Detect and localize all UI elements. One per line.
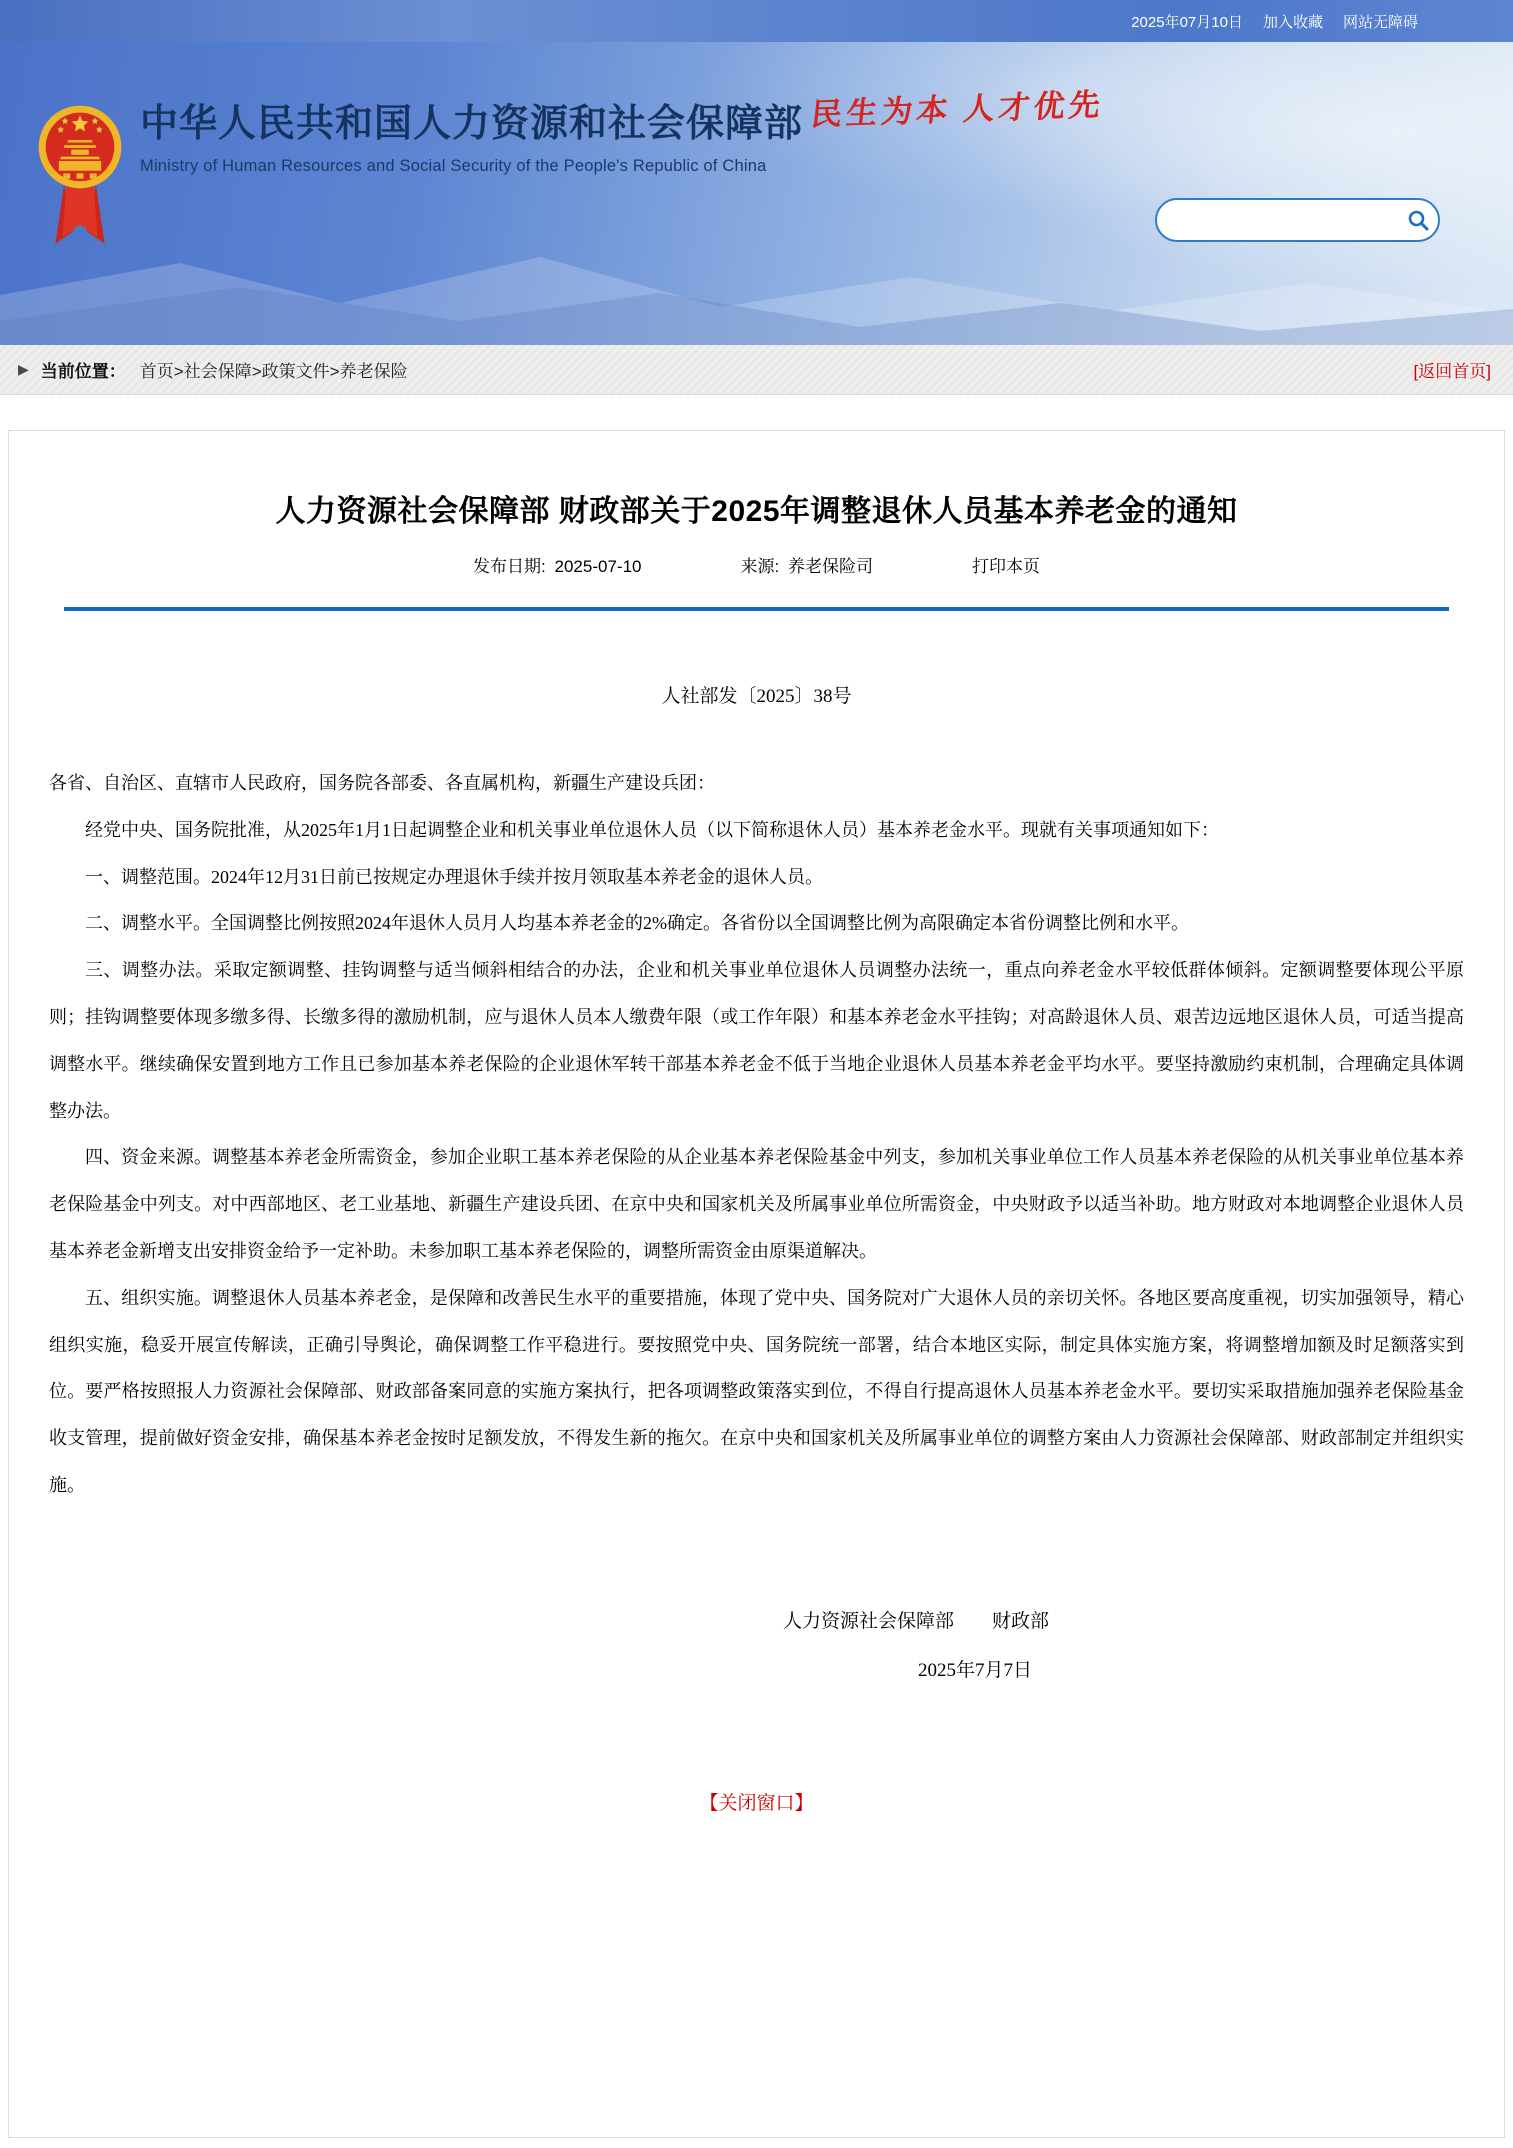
add-favorite-link[interactable]: 加入收藏: [1262, 13, 1323, 31]
breadcrumb-bar: [0, 345, 1513, 395]
publish-date-value: 2025-07-10: [554, 557, 642, 576]
paragraph: 各省、自治区、直辖市人民政府，国务院各部委、各直属机构，新疆生产建设兵团：: [49, 773, 715, 793]
search-box: [1155, 198, 1440, 242]
search-input[interactable]: [1157, 200, 1398, 240]
header-banner: [0, 42, 1513, 345]
signature-issuers: 人力资源社会保障部 财政部: [782, 1610, 1049, 1632]
close-window-button[interactable]: 【关闭窗口】: [699, 1792, 814, 1814]
title-divider: [64, 607, 1449, 611]
paragraph: 三、调整办法。采取定额调整、挂钩调整与适当倾斜相结合的办法，企业和机关事业单位退休人员调整办法统一，重点向养老金水平较低群体倾斜。定额调整要体现公平原则；挂钩调整要体现多缴多得、长缴多得的激励机制，应与退休人员本人缴费年限（或工作年限）和基本养老金水平挂钩；对高龄退休人员、艰苦边远地区退休人员，可适当提高调整水平。继续确保安置到地方工作且已参加基本养老保险的企业退休军转干部基本养老金不低于当地企业退休人员基本养老金平均水平。要坚持激励约束机制，合理确定具体调整办法。: [49, 960, 1464, 1121]
breadcrumb-label: 当前位置：: [40, 362, 126, 381]
source-value: 养老保险司: [787, 557, 873, 576]
accessibility-link[interactable]: 网站无障碍: [1342, 13, 1418, 31]
publish-date: [473, 552, 645, 577]
topbar-date: 2025年07月10日: [1131, 13, 1243, 31]
signature-date: 2025年7月7日: [917, 1660, 1032, 1682]
paragraph: 二、调整水平。全国调整比例按照2024年退休人员月人均基本养老金的2%确定。各省份以全国调整比例为高限确定本省份调整比例和水平。: [85, 913, 1189, 934]
article-container: [8, 430, 1505, 2138]
document-number: 人社部发〔2025〕38号: [661, 686, 852, 707]
ministry-title-en: Ministry of Human Resources and Social Security of the People's Republic of China: [140, 156, 767, 175]
mountains-decoration: [0, 225, 1513, 345]
paragraph: 四、资金来源。调整基本养老金所需资金，参加企业职工基本养老保险的从企业基本养老保险基金中列支，参加机关事业单位工作人员基本养老保险的从机关事业单位基本养老保险基金中列支。对中西部地区、老工业基地、新疆生产建设兵团、在京中央和国家机关及所属事业单位所需资金，中央财政予以适当补助。地方财政对本地调整企业退休人员基本养老金新增支出安排资金给予一定补助。未参加职工基本养老保险的，调整所需资金由原渠道解决。: [49, 1147, 1464, 1261]
publish-date-label: 发布日期:: [473, 557, 546, 576]
source-label: 来源:: [740, 557, 780, 576]
article-body: [9, 760, 1504, 1509]
paragraph: 五、组织实施。调整退休人员基本养老金，是保障和改善民生水平的重要措施，体现了党中央、国务院对广大退休人员的亲切关怀。各地区要高度重视，切实加强领导，精心组织实施，稳妥开展宣传解读，正确引导舆论，确保调整工作平稳进行。要按照党中央、国务院统一部署，结合本地区实际，制定具体实施方案，将调整增加额及时足额落实到位。要严格按照报人力资源社会保障部、财政部备案同意的实施方案执行，把各项调整政策落实到位，不得自行提高退休人员基本养老金水平。要切实采取措施加强养老保险基金收支管理，提前做好资金安排，确保基本养老金按时足额发放，不得发生新的拖欠。在京中央和国家机关及所属事业单位的调整方案由人力资源社会保障部、财政部制定并组织实施。: [49, 1287, 1464, 1495]
national-emblem-logo[interactable]: [36, 92, 124, 260]
print-page-button[interactable]: 打印本页: [971, 557, 1040, 576]
breadcrumb[interactable]: 首页>社会保障>政策文件>养老保险: [139, 362, 408, 381]
paragraph: 一、调整范围。2024年12月31日前已按规定办理退休手续并按月领取基本养老金的退休人员。: [85, 866, 823, 887]
breadcrumb-arrow-icon: ▶: [18, 361, 29, 377]
return-home-link[interactable]: [返回首页]: [1413, 362, 1491, 381]
ministry-banner-link[interactable]: [140, 102, 803, 176]
source: [740, 552, 876, 577]
article-title: 人力资源社会保障部 财政部关于2025年调整退休人员基本养老金的通知: [275, 495, 1238, 528]
slogan-calligraphy: 民生为本 人才优先: [809, 86, 1106, 133]
ministry-title-cn: 中华人民共和国人力资源和社会保障部: [140, 103, 804, 145]
article-meta: [9, 552, 1504, 577]
topbar: [0, 0, 1513, 42]
search-icon[interactable]: [1398, 208, 1438, 232]
paragraph: 经党中央、国务院批准，从2025年1月1日起调整企业和机关事业单位退休人员（以下简称退休人员）基本养老金水平。现就有关事项通知如下：: [85, 819, 1219, 840]
